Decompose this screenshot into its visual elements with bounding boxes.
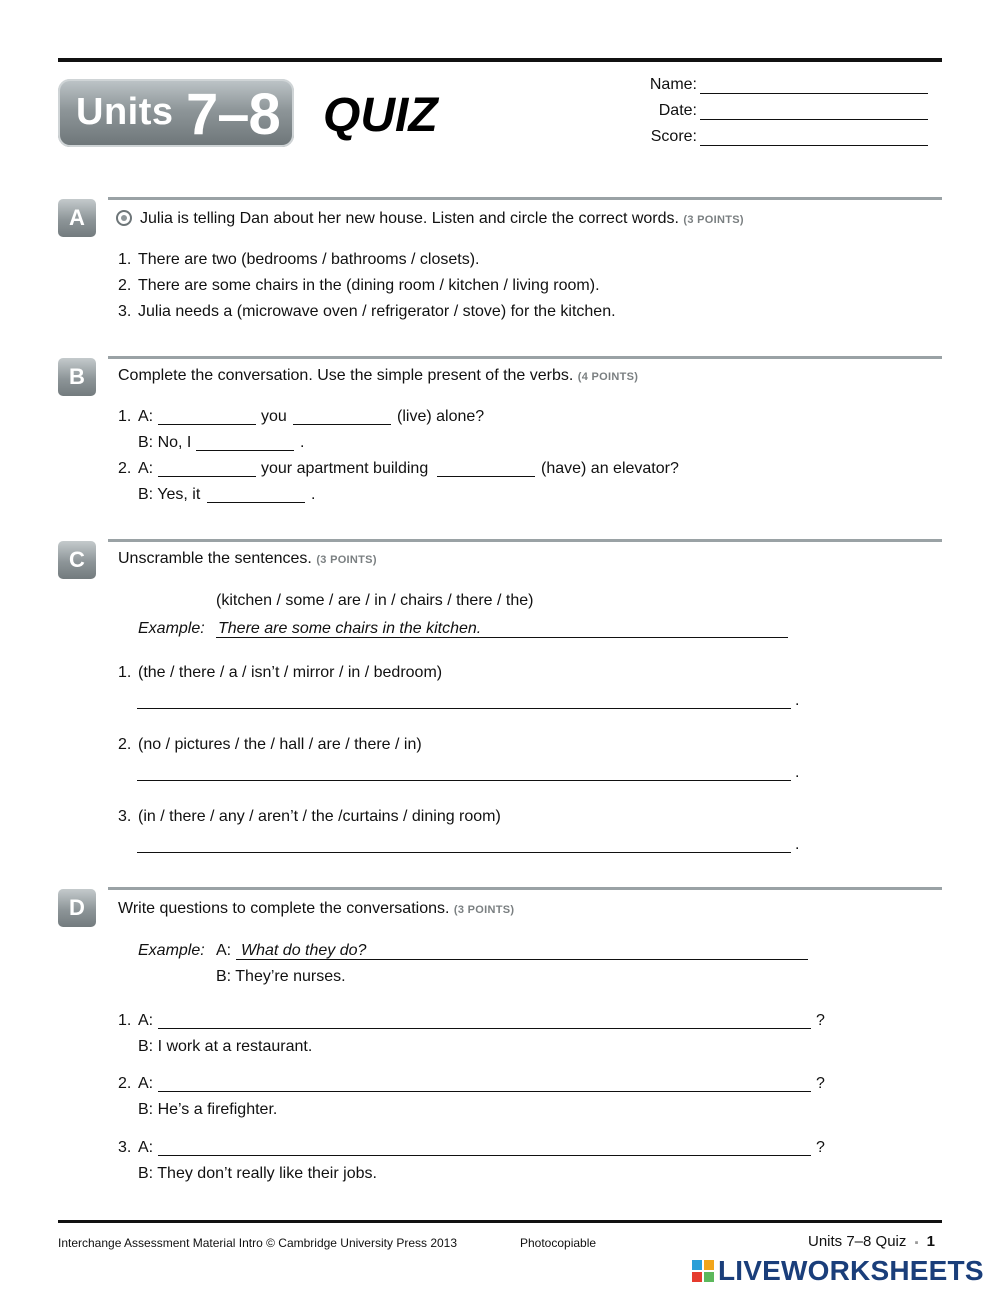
score-field[interactable] xyxy=(700,145,928,146)
section-a-instruction xyxy=(116,210,744,228)
example-prompt: (kitchen / some / are / in / chairs / there / the) xyxy=(216,592,534,609)
section-d-points: (3 POINTS) xyxy=(453,904,515,916)
line-text: (have) an elevator? xyxy=(541,460,679,477)
quiz-label: Units 7–8 Quiz xyxy=(808,1233,907,1250)
item-number: 2. xyxy=(118,736,132,753)
item-text: There are two (bedrooms / bathrooms / closets). xyxy=(138,251,480,268)
page-title: QUIZ xyxy=(323,89,438,142)
list-item-number: 2. xyxy=(118,1075,132,1092)
list-item-number: 2. xyxy=(118,460,132,477)
date-label: Date: xyxy=(658,102,697,119)
item-text: There are some chairs in the (dining room / kitchen / living room). xyxy=(138,277,600,294)
response-text: B: They don’t really like their jobs. xyxy=(138,1165,377,1182)
line-speaker: A: xyxy=(138,1139,154,1156)
liveworksheets-watermark xyxy=(692,1255,984,1287)
answer-blank[interactable] xyxy=(293,424,391,425)
photocopiable-text: Photocopiable xyxy=(520,1236,597,1250)
item-number: 3. xyxy=(118,808,132,825)
section-b-instruction-text: Complete the conversation. Use the simple present of the verbs. xyxy=(118,367,574,384)
answer-blank[interactable] xyxy=(196,450,294,451)
section-a-points: (3 POINTS) xyxy=(683,214,744,226)
line-text: you xyxy=(261,408,287,425)
answer-line[interactable] xyxy=(158,1028,811,1029)
example-answer: There are some chairs in the kitchen. xyxy=(218,620,482,637)
section-d-badge: D xyxy=(58,889,96,927)
period: . xyxy=(300,434,305,451)
list-item xyxy=(118,277,600,295)
period: . xyxy=(795,764,800,781)
section-c-rule xyxy=(108,539,942,542)
line-text: B: No, I xyxy=(138,434,192,451)
item-number: 1. xyxy=(118,664,132,681)
list-item xyxy=(118,251,479,269)
liveworksheets-logo-icon xyxy=(692,1260,714,1282)
answer-blank[interactable] xyxy=(207,502,305,503)
example-underline xyxy=(216,637,788,638)
watermark-text: LIVEWORKSHEETS xyxy=(718,1255,984,1286)
line-speaker: A: xyxy=(138,408,154,425)
section-c-badge: C xyxy=(58,541,96,579)
item-text: (in / there / any / aren’t / the /curtains / dining room) xyxy=(138,808,501,825)
answer-line[interactable] xyxy=(137,852,791,853)
item-number: 3. xyxy=(118,303,132,320)
name-label: Name: xyxy=(649,76,697,93)
separator: ▪ xyxy=(914,1237,919,1249)
bottom-rule xyxy=(58,1220,942,1223)
list-item xyxy=(118,808,501,826)
section-b-points: (4 POINTS) xyxy=(577,371,639,383)
list-item xyxy=(118,303,616,321)
example-label: Example: xyxy=(138,942,205,959)
line-text: B: Yes, it xyxy=(138,486,201,503)
copyright-text: Interchange Assessment Material Intro © Cambridge University Press 2013 xyxy=(58,1236,458,1250)
question-mark: ? xyxy=(816,1012,825,1029)
section-d-rule xyxy=(108,887,942,890)
period: . xyxy=(795,692,800,709)
section-d-instruction-text: Write questions to complete the conversations. xyxy=(118,900,450,917)
response-text: B: I work at a restaurant. xyxy=(138,1038,313,1055)
answer-line[interactable] xyxy=(158,1091,811,1092)
line-text: your apartment building xyxy=(261,460,429,477)
page-number: 1 xyxy=(926,1233,935,1250)
example-answer: What do they do? xyxy=(241,942,367,959)
item-number: 2. xyxy=(118,277,132,294)
period: . xyxy=(795,836,800,853)
item-number: 1. xyxy=(118,251,132,268)
section-a-badge: A xyxy=(58,199,96,237)
item-text: Julia needs a (microwave oven / refrigerator / stove) for the kitchen. xyxy=(138,303,616,320)
page-footer-label xyxy=(808,1233,935,1250)
section-d-instruction xyxy=(118,900,514,918)
units-word: Units xyxy=(76,91,174,133)
period: . xyxy=(311,486,316,503)
question-mark: ? xyxy=(816,1075,825,1092)
example-underline xyxy=(236,959,808,960)
answer-line[interactable] xyxy=(137,780,791,781)
section-c-points: (3 POINTS) xyxy=(316,554,377,566)
section-b-badge: B xyxy=(58,358,96,396)
answer-blank[interactable] xyxy=(437,476,535,477)
answer-blank[interactable] xyxy=(158,424,256,425)
list-item-number: 1. xyxy=(118,1012,132,1029)
answer-blank[interactable] xyxy=(158,476,256,477)
response-text: B: He’s a firefighter. xyxy=(138,1101,278,1118)
example-response: B: They’re nurses. xyxy=(216,968,346,985)
date-field[interactable] xyxy=(700,119,928,120)
line-text: (live) alone? xyxy=(397,408,485,425)
question-mark: ? xyxy=(816,1139,825,1156)
name-field[interactable] xyxy=(700,93,928,94)
answer-line[interactable] xyxy=(158,1155,811,1156)
answer-line[interactable] xyxy=(137,708,791,709)
item-text: (the / there / a / isn’t / mirror / in / bedroom) xyxy=(138,664,443,681)
section-a-rule xyxy=(108,197,942,200)
list-item-number: 1. xyxy=(118,408,132,425)
section-c-instruction-text: Unscramble the sentences. xyxy=(118,550,312,567)
example-speaker: A: xyxy=(216,942,232,959)
units-badge xyxy=(58,79,294,147)
line-speaker: A: xyxy=(138,1075,154,1092)
audio-cd-icon[interactable] xyxy=(116,210,132,226)
list-item xyxy=(118,736,422,754)
item-text: (no / pictures / the / hall / are / there / in) xyxy=(138,736,422,753)
section-b-instruction xyxy=(118,367,638,385)
line-speaker: A: xyxy=(138,1012,154,1029)
score-label: Score: xyxy=(650,128,697,145)
line-speaker: A: xyxy=(138,460,154,477)
units-number: 7–8 xyxy=(186,82,280,147)
section-a-instruction-text: Julia is telling Dan about her new house. Listen and circle the correct words. xyxy=(140,210,679,227)
section-b-rule xyxy=(108,356,942,359)
list-item-number: 3. xyxy=(118,1139,132,1156)
section-c-instruction xyxy=(118,550,377,568)
top-rule xyxy=(58,58,942,62)
example-label: Example: xyxy=(138,620,205,637)
list-item xyxy=(118,664,442,682)
